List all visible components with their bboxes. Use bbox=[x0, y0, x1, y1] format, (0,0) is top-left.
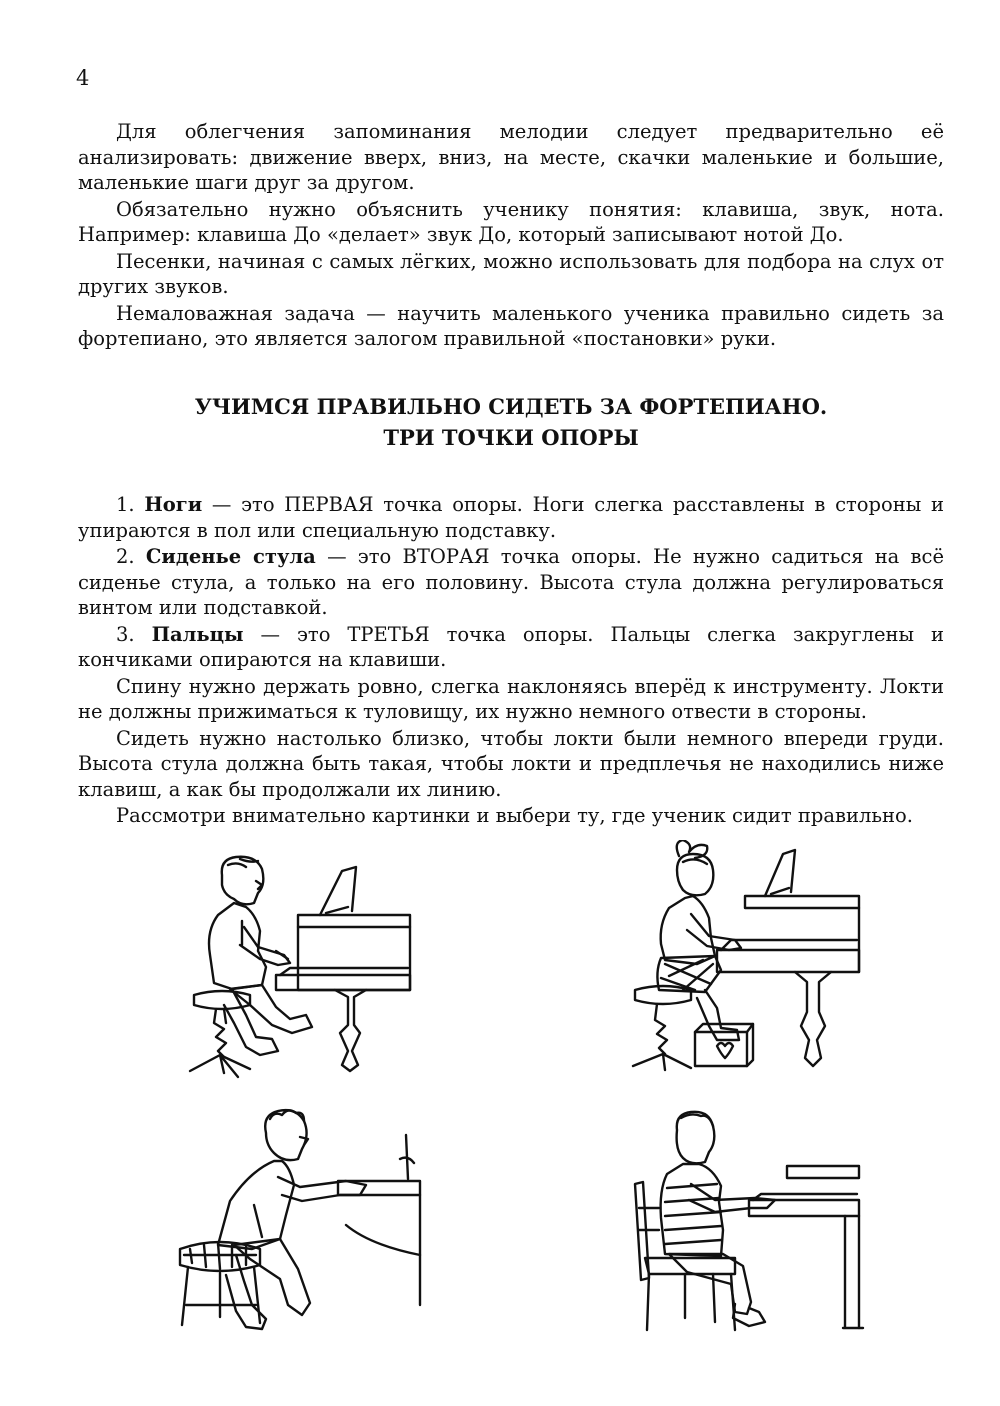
illustration-boy-low-stool bbox=[170, 1105, 430, 1335]
support-point-term: Ноги bbox=[144, 493, 203, 516]
support-point-number: 2. bbox=[116, 545, 135, 568]
support-point-text: — это ПЕРВАЯ точка опоры. Ноги слегка расставлены в стороны и упираются в пол или специальную подставку. bbox=[78, 493, 944, 542]
illustration-boy-high-stool bbox=[180, 855, 420, 1080]
support-point-text: — это ТРЕТЬЯ точка опоры. Пальцы слегка закруглены и кончиками опираются на клавиши. bbox=[78, 622, 944, 671]
intro-paragraph: Песенки, начиная с самых лёгких, можно использовать для подбора на слух от других звуков. bbox=[78, 249, 944, 298]
intro-paragraph: Немаловажная задача — научить маленького ученика правильно сидеть за фортепиано, это является залогом правильной «постановки» руки. bbox=[78, 301, 944, 350]
heading-line-1: УЧИМСЯ ПРАВИЛЬНО СИДЕТЬ ЗА ФОРТЕПИАНО. bbox=[194, 394, 828, 419]
illustration-boy-chair bbox=[625, 1108, 865, 1338]
posture-paragraph: Рассмотри внимательно картинки и выбери ту, где ученик сидит правильно. bbox=[116, 804, 913, 827]
support-point-number: 3. bbox=[116, 622, 135, 646]
support-point-2 bbox=[78, 544, 944, 621]
support-point-number: 1. bbox=[116, 493, 135, 516]
intro-paragraph: Для облегчения запоминания мелодии следует предварительно её анализировать: движение вверх, вниз, на месте, скачки маленькие и большие, маленькие шаги друг за другом. bbox=[78, 120, 944, 194]
support-point-1 bbox=[78, 492, 944, 543]
section-heading bbox=[78, 391, 944, 453]
support-point-term: Сиденье стула bbox=[145, 545, 316, 568]
intro-text bbox=[78, 119, 944, 353]
boy-high-stool-drawing bbox=[180, 855, 420, 1080]
support-point-text: — это ВТОРАЯ точка опоры. Не нужно садиться на всё сиденье стула, а только на его половину. Высота стула должна регулироваться винтом или подставкой. bbox=[78, 545, 944, 619]
support-point-3 bbox=[78, 622, 944, 673]
illustration-girl-footrest bbox=[625, 840, 865, 1072]
boy-low-stool-drawing bbox=[170, 1105, 430, 1335]
heading-line-2: ТРИ ТОЧКИ ОПОРЫ bbox=[383, 425, 639, 450]
posture-paragraph: Сидеть нужно настолько близко, чтобы локти были немного впереди груди. Высота стула должна быть такая, чтобы локти и предплечья не находились ниже клавиш, а как бы продолжали их линию. bbox=[78, 726, 944, 801]
girl-footrest-drawing bbox=[625, 840, 865, 1072]
intro-paragraph: Обязательно нужно объяснить ученику понятия: клавиша, звук, нота. Например: клавиша До «делает» звук До, который записывают нотой До. bbox=[78, 197, 944, 246]
page-number: 4 bbox=[76, 66, 90, 90]
rules-text bbox=[78, 492, 944, 830]
boy-chair-drawing bbox=[625, 1108, 865, 1338]
support-point-term: Пальцы bbox=[151, 622, 244, 646]
posture-paragraph: Спину нужно держать ровно, слегка наклоняясь вперёд к инструменту. Локти не должны прижиматься к туловищу, их нужно немного отвести в стороны. bbox=[78, 674, 944, 723]
